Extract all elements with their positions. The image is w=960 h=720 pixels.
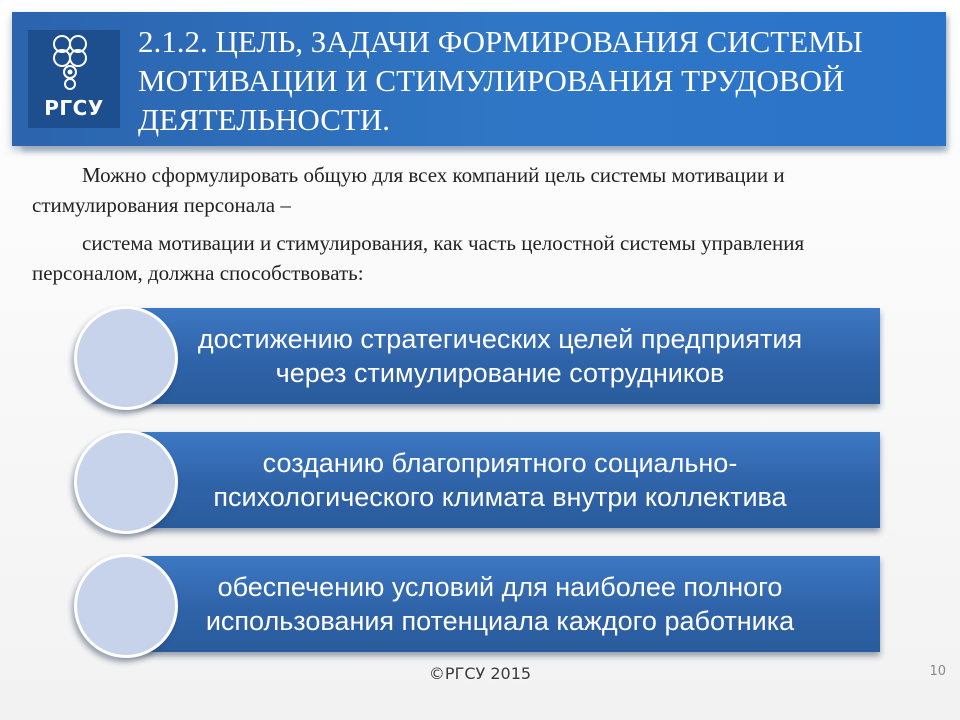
page-number: 10 <box>929 664 946 679</box>
bullet-circle <box>74 306 178 410</box>
goal-item-text: созданию благоприятного социально-психологического климата внутри коллектива <box>213 448 787 512</box>
goal-paragraph <box>32 228 912 288</box>
intro-paragraph-text: Можно сформулировать общую для всех компаний цель системы мотивации и стимулирования персонала – <box>32 163 785 217</box>
intro-paragraph <box>32 160 912 220</box>
bullet-circle <box>74 430 178 534</box>
goal-item-text: достижению стратегических целей предприятия через стимулирование сотрудников <box>197 324 803 388</box>
copyright: ©РГСУ 2015 <box>428 664 532 683</box>
logo-text: РГСУ <box>44 96 104 120</box>
bullet-circle <box>74 554 178 658</box>
logo-rings-icon <box>28 30 120 100</box>
goal-item <box>120 308 880 404</box>
goal-item <box>120 556 880 652</box>
rgsu-logo <box>28 30 120 128</box>
goal-item <box>120 432 880 528</box>
goal-paragraph-text: система мотивации и стимулирования, как часть целостной системы управления персоналом, должна способствовать: <box>32 231 805 285</box>
goal-item-text: обеспечению условий для наиболее полного использования потенциала каждого работника <box>205 572 795 636</box>
page-title: 2.1.2. ЦЕЛЬ, ЗАДАЧИ ФОРМИРОВАНИЯ СИСТЕМЫ МОТИВАЦИИ И СТИМУЛИРОВАНИЯ ТРУДОВОЙ ДЕЯТЕЛЬНОСТИ. <box>138 24 863 137</box>
